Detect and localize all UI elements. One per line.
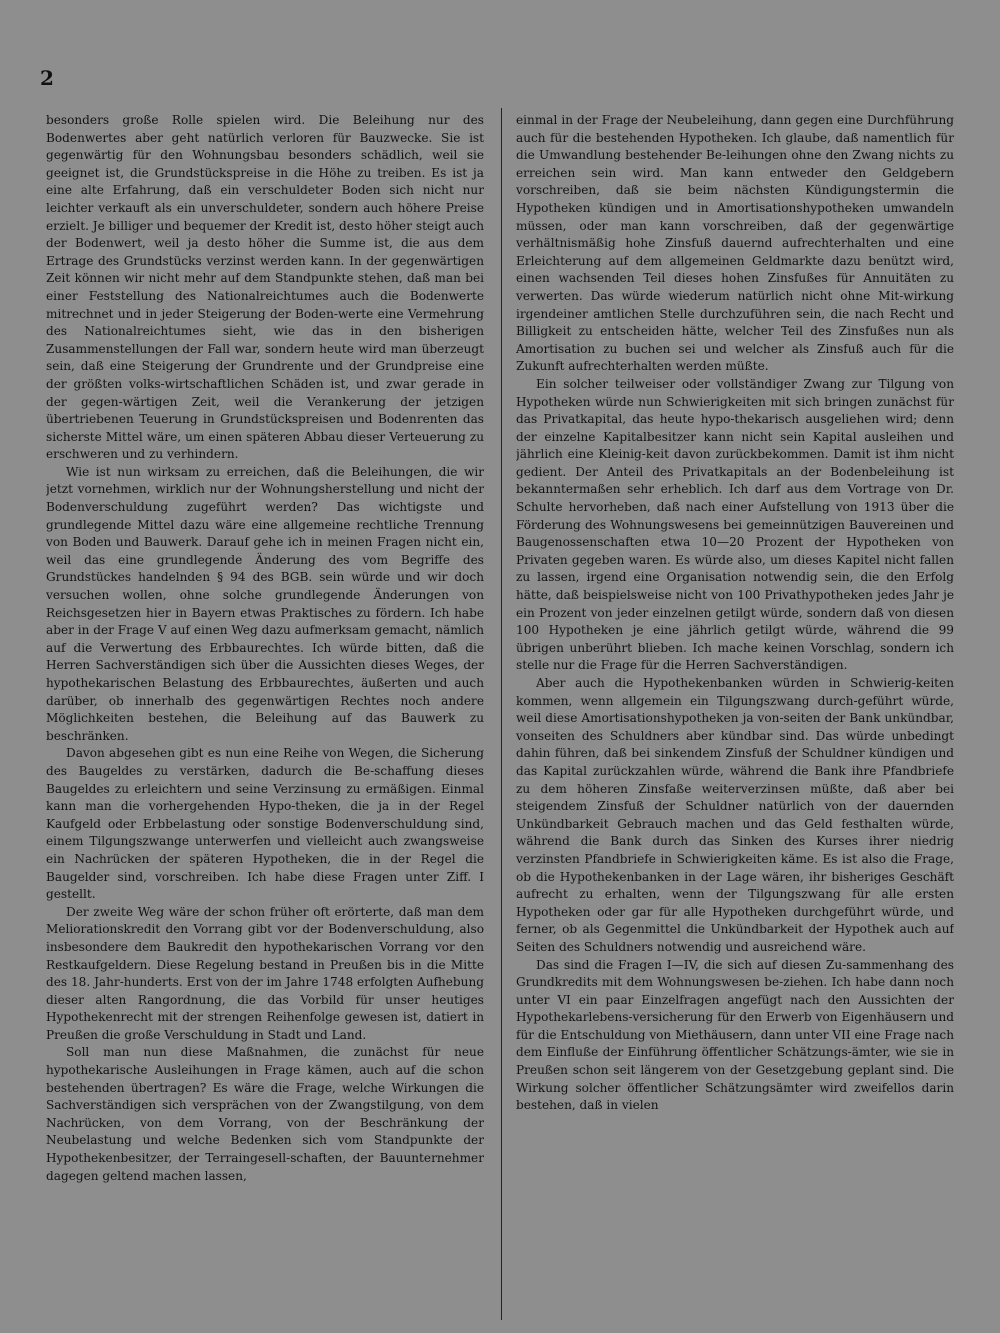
paragraph: einmal in der Frage der Neubeleihung, dann gegen eine Durchführung auch für die bestehenden Hypotheken. Ich glaube, daß namentlich für die Umwandlung bestehender Be-leihungen ohne den Zwang nichts zu erreichen sein wird. Man kann entweder den Geldgebern vorschreiben, daß sie beim nächsten Kündigungstermin die Hypotheken kündigen und in Amortisationshypotheken umwandeln müssen, oder man kann vorschreiben, daß der gegenwärtige verhältnismäßig hohe Zinsfuß dauernd aufrechterhalten und eine Erleichterung auf dem allgemeinen Geldmarkte dazu benützt wird, einen wachsenden Teil dieses hohen Zinsfußes für Annuitäten zu verwerten. Das würde wiederum natürlich nicht ohne Mit-wirkung irgendeiner amtlichen Stelle durchzuführen sein, die nach Recht und Billigkeit zu entscheiden hätte, welcher Teil des Zinsfußes nun als Amortisation zu buchen sei und welcher als Zinsfuß auch für die Zukunft aufrechterhalten werden müßte. (516, 113, 954, 374)
paragraph: Ein solcher teilweiser oder vollständiger Zwang zur Tilgung von Hypotheken würde nun Schwierigkeiten mit sich bringen zunächst für das Privatkapital, das heute hypo-thekarisch ausgeliehen wird; denn der einzelne Kapitalbesitzer kann nicht sein Kapital ausleihen und jährlich eine Kleinig-keit davon zurückbekommen. Damit ist ihm nicht gedient. Der Anteil des Privatkapitals an der Bodenbeleihung ist bekanntermaßen sehr erheblich. Ich darf aus dem Vortrage von Dr. Schulte hervorheben, daß nach einer Aufstellung von 1913 über die Förderung des Wohnungswesens bei gemeinnützigen Bauvereinen und Baugenossenschaften etwa 10—20 Prozent der Hypotheken von Privaten gegeben waren. Es würde also, um dieses Kapitel nicht fallen zu lassen, irgend eine Organisation notwendig sein, die den Erfolg hätte, daß beispielsweise nicht von 100 Privathypotheken jedes Jahr je ein Prozent von jeder einzelnen getilgt würde, sondern daß von diesen 100 Hypotheken je eine jährlich getilgt würde, während die 99 übrigen unberührt blieben. Ich mache keinen Vorschlag, sondern ich stelle nur die Frage für die Herren Sachverständigen. (516, 376, 954, 673)
paragraph: Wie ist nun wirksam zu erreichen, daß die Beleihungen, die wir jetzt vornehmen, wirklich nur der Wohnungsherstellung und nicht der Bodenverschuldung zugeführt werden? Das wichtigste und grundlegende Mittel dazu wäre eine allgemeine rechtliche Trennung von Boden und Bauwerk. Darauf gehe ich in meinen Fragen nicht ein, weil das eine grundlegende Änderung des vom Begriffe des Grundstückes handelnden § 94 des BGB. sein würde und wir doch versuchen wollen, ohne solche grundlegende Änderungen von Reichsgesetzen hier in Bayern etwas Praktisches zu fördern. Ich habe aber in der Frage V auf einen Weg dazu aufmerksam gemacht, nämlich auf die Verwertung des Erbbaurechtes. Ich würde bitten, daß die Herren Sachverständigen sich über die Aussichten dieses Weges, der hypothekarischen Belastung des Erbbaurechtes, äußerten und auch darüber, ob innerhalb des gegenwärtigen Rechtes noch andere Möglichkeiten bestehen, die Beleihung auf das Bauwerk zu beschränken. (46, 464, 484, 743)
paragraph: Das sind die Fragen I—IV, die sich auf diesen Zu-sammenhang des Grundkredits mit dem Wohnungswesen be-ziehen. Ich habe dann noch unter VI ein paar Einzelfragen angefügt nach den Aussichten der Hypothekarlebens-versicherung für den Erwerb von Eigenhäusern und für die Entschuldung von Miethäusern, dann unter VII eine Frage nach dem Einfluße der Einführung öffentlicher Schätzungs-ämter, wie sie in Preußen schon seit längerem von der Gesetzgebung geplant sind. Die Wirkung solcher öffentlicher Schätzungsämter wird zweifellos darin bestehen, daß in vielen (516, 957, 954, 1113)
paragraph: Aber auch die Hypothekenbanken würden in Schwierig-keiten kommen, wenn allgemein ein Tilgungszwang durch-geführt würde, weil diese Amortisationshypotheken ja von-seiten der Bank unkündbar, vonseiten des Schuldners aber kündbar sind. Das würde unbedingt dahin führen, daß bei sinkendem Zinsfuß der Schuldner kündigen und das Kapital zurückzahlen würde, während die Bank ihre Pfandbriefe zu dem höheren Zinsfaße weiterverzinsen müßte, daß aber bei steigendem Zinsfuß der Schuldner natürlich von der dauernden Unkündbarkeit Gebrauch machen und das Geld festhalten würde, während die Bank durch das Sinken des Kurses ihrer niedrig verzinsten Pfandbriefe in Schwierigkeiten käme. Es ist also die Frage, ob die Hypothekenbanken in der Lage wären, ihr bisheriges Geschäft aufrecht zu erhalten, wenn der Tilgungszwang für alle ersten Hypotheken oder gar für alle Hypotheken durchgeführt würde, und ferner, ob als Gegenmittel die Unkündbarkeit der Hypothek auch auf Seiten des Schuldners notwendig und ausreichend wäre. (516, 676, 954, 954)
page-number: 2 (40, 66, 54, 90)
paragraph: besonders große Rolle spielen wird. Die Beleihung nur des Bodenwertes aber geht natürlich verloren für Bauzwecke. Sie ist gegenwärtig für den Wohnungsbau besonders schädlich, weil sie geeignet ist, die Grundstückspreise in die Höhe zu treiben. Es ist ja eine alte Erfahrung, daß ein verschuldeter Boden sich nicht nur leichter verkauft als ein unverschuldeter, sondern auch höhere Preise erzielt. Je billiger und bequemer der Kredit ist, desto höher steigt auch der Bodenwert, weil ja desto höher die Summe ist, die aus dem Ertrage des Grundstücks verzinst werden kann. In der gegenwärtigen Zeit können wir nicht mehr auf dem Standpunkte stehen, daß man bei einer Feststellung des Nationalreichtumes auch die Bodenwerte mitrechnet und in jeder Steigerung der Boden-werte eine Vermehrung des Nationalreichtumes sieht, wie das in den bisherigen Zusammenstellungen der Fall war, sondern heute wird man überzeugt sein, daß eine Steigerung der Grundrente und der Grundpreise eine der größten volks-wirtschaftlichen Schäden ist, und zwar gerade in der gegen-wärtigen Zeit, weil die Verankerung der jetzigen übertriebenen Teuerung in Grundstückspreisen und Bodenrenten das sicherste Mittel wäre, um einen späteren Abbau dieser Verteuerung zu erschweren und zu verhindern. (46, 113, 484, 462)
paragraph: Davon abgesehen gibt es nun eine Reihe von Wegen, die Sicherung des Baugeldes zu verstärken, dadurch die Be-schaffung dieses Baugeldes zu erleichtern und seine Verzinsung zu ermäßigen. Einmal kann man die vorhergehenden Hypo-theken, die ja in der Regel Kaufgeld oder Erbbelastung oder sonstige Bodenverschuldung sind, einem Tilgungszwange unterwerfen und vielleicht auch zwangsweise ein Nachrücken der späteren Hypotheken, die in der Regel die Baugelder sind, vorschreiben. Ich habe diese Fragen unter Ziff. I gestellt. (46, 746, 484, 902)
column-divider (501, 108, 502, 1320)
paragraph: Der zweite Weg wäre der schon früher oft erörterte, daß man dem Meliorationskredit den Vorrang gibt vor der Bodenverschuldung, also insbesondere dem Baukredit den hypothekarischen Vorrang vor den Restkaufgeldern. Diese Regelung bestand in Preußen bis in die Mitte des 18. Jahr-hunderts. Erst von der im Jahre 1748 erfolgten Aufhebung dieser alten Rangordnung, die das Vorbild für unser heutiges Hypothekenrecht mit der strengen Reihenfolge gewesen ist, datiert in Preußen die große Verschuldung in Stadt und Land. (46, 904, 484, 1042)
text-column-right (516, 112, 954, 1318)
text-column-left (46, 112, 484, 1318)
paragraph: Soll man nun diese Maßnahmen, die zunächst für neue hypothekarische Ausleihungen in Frage kämen, auch auf die schon bestehenden übertragen? Es wäre die Frage, welche Wirkungen die Sachverständigen sich versprächen von der Zwangstilgung, von dem Nachrücken, von dem Vorrang, von der Beschränkung der Neubelastung und welche Bedenken sich vom Standpunkte der Hypothekenbesitzer, der Terraingesell-schaften, der Bauunternehmer dagegen geltend machen lassen, (46, 1045, 484, 1183)
